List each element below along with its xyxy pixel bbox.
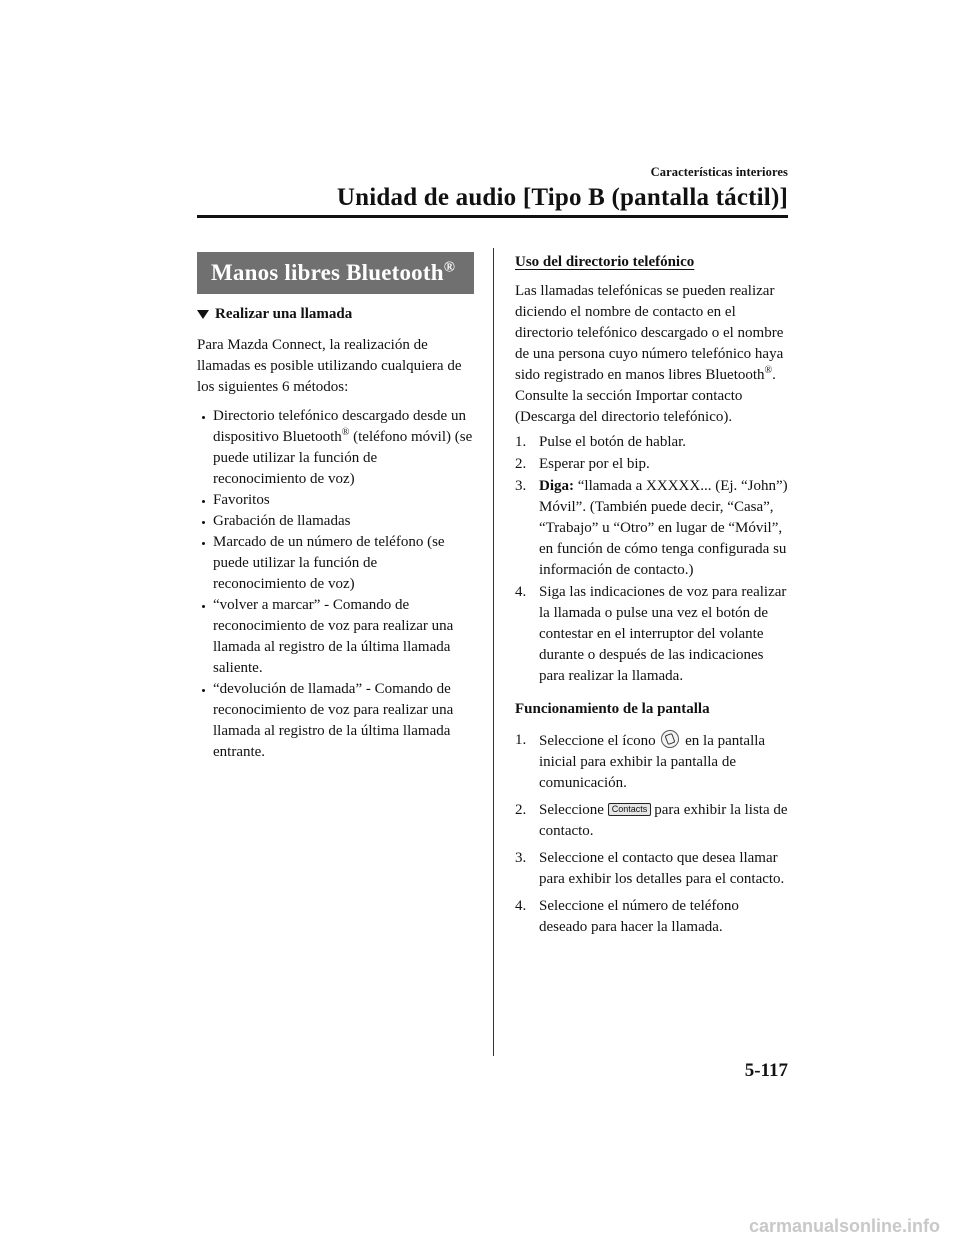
list-item: Grabación de llamadas [197,511,474,532]
left-column [197,252,474,763]
list-item: 4. Seleccione el número de teléfono deseado para hacer la llamada. [515,898,739,935]
running-header-title: Unidad de audio [Tipo B (pantalla táctil)] [336,184,788,211]
list-item: 2. Seleccione Contacts para exhibir la lista de contacto. [515,802,788,839]
section-title-box [197,252,474,294]
list-item: 3. Diga: “llamada a XXXXX... (Ej. “John”) Móvil”. (También puede decir, “Casa”, “Trabajo” u “Otro” en lugar de “Móvil”, en función de cómo tenga configurada su información de contacto.) [515,478,788,578]
screen-steps-list [515,730,790,938]
list-item: “volver a marcar” - Comando de reconocimiento de voz para realizar una llamada al registro de la última llamada saliente. [197,595,474,679]
subheading [197,304,474,325]
page-number: 5-117 [744,1060,788,1081]
right-column [515,252,790,938]
subheading-text: Realizar una llamada [215,306,353,322]
watermark: carmanualsonline.info [748,1216,940,1236]
intro-paragraph: Para Mazda Connect, la realización de llamadas es posible utilizando cualquiera de los siguientes 6 métodos: [197,337,462,395]
list-item: Marcado de un número de teléfono (se puede utilizar la función de reconocimiento de voz) [197,532,474,595]
methods-list [197,406,474,763]
header-rule [197,215,788,218]
list-item: Favoritos [197,490,474,511]
phonebook-heading: Uso del directorio telefónico [515,254,695,270]
list-item: 4. Siga las indicaciones de voz para realizar la llamada o pulse una vez el botón de contestar en el interruptor del volante durante o después de las indicaciones para realizar la llamada. [515,584,787,684]
list-item: 2. Esperar por el bip. [515,456,650,472]
section-title: Manos libres Bluetooth [211,260,444,285]
running-header-section: Características interiores [650,165,788,179]
triangle-down-icon [197,310,209,319]
list-item: 1. Seleccione el ícono en la pantalla inicial para exhibir la pantalla de comunicación. [515,732,766,791]
screen-operation-heading: Funcionamiento de la pantalla [515,701,710,717]
column-divider [493,248,494,1056]
contacts-button: Contacts [608,803,652,816]
list-item: “devolución de llamada” - Comando de reconocimiento de voz para realizar una llamada al registro de la última llamada entrante. [197,679,474,763]
phone-icon [661,730,679,748]
voice-steps-list [515,432,790,687]
list-item: Directorio telefónico descargado desde un dispositivo Bluetooth® (teléfono móvil) (se puede utilizar la función de reconocimiento de voz) [197,406,474,490]
registered-mark: ® [443,259,456,276]
list-item: 3. Seleccione el contacto que desea llamar para exhibir los detalles para el contacto. [515,850,785,887]
list-item: 1. Pulse el botón de hablar. [515,434,687,450]
phonebook-paragraph: Las llamadas telefónicas se pueden realizar diciendo el nombre de contacto en el directorio telefónico descargado o el nombre de una persona cuyo número telefónico haya sido registrado en manos libres Bluetooth®. Consulte la sección Importar contacto (Descarga del directorio telefónico). [515,283,784,425]
